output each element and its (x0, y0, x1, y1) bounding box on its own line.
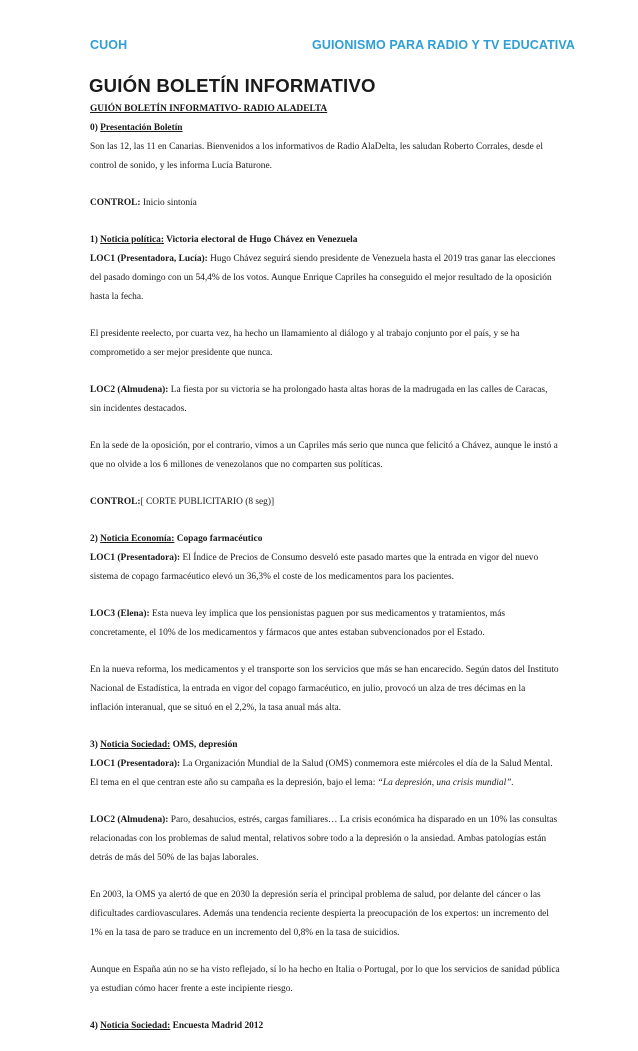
section-1-loc1: LOC1 (Presentadora, Lucía): Hugo Chávez seguirá siendo presidente de Venezuela hasta el 2019 tras ganar las elecciones del pasado domingo con un 54,4% de los votos. Aunque Enrique Capriles ha conseguido el mejor resultado de la oposición hasta la fecha. (90, 254, 556, 302)
section-3-loc2: LOC2 (Almudena): Paro, desahucios, estrés, cargas familiares… La crisis económica ha disparado en un 10% las consultas relacionadas con los problemas de salud mental, relativos sobre todo a la depresión o la ansiedad. Ambas patologías están detrás de más del 50% de las bajas laborales. (90, 815, 558, 863)
document-title: GUIÓN BOLETÍN INFORMATIVO (89, 75, 376, 96)
section-1-paragraph-2: El presidente reelecto, por cuarta vez, ha hecho un llamamiento al diálogo y al trabajo conjunto por el país, y se ha comprometido a ser mejor presidente que nunca. (90, 329, 520, 358)
section-1-loc2: LOC2 (Almudena): La fiesta por su victoria se ha prolongado hasta altas horas de la madrugada en las calles de Caracas, sin incidentes destacados. (90, 385, 548, 414)
control-cue-2: CONTROL:[ CORTE PUBLICITARIO (8 seg)] (90, 497, 275, 507)
section-4-heading: 4) Noticia Sociedad: Encuesta Madrid 2012 (90, 1021, 264, 1031)
section-3-paragraph-3: En 2003, la OMS ya alertó de que en 2030 la depresión sería el principal problema de salud, por delante del cáncer o las dificultades cardiovasculares. Además una tendencia reciente despierta la preocupación de los expertos: un incremento del 1% en la tasa de paro se traduce en un incremento del 0,8% en la tasa de suicidios. (90, 890, 549, 938)
section-2-paragraph-3: En la nueva reforma, los medicamentos y el transporte son los servicios que más se han encarecido. Según datos del Instituto Nacional de Estadística, la entrada en vigor del copago farmacéutico, en julio, provocó un alza de tres décimas en la inflación interanual, que se situó en el 2,2%, la tasa anual más alta. (90, 665, 559, 713)
header-right-course-name: GUIONISMO PARA RADIO Y TV EDUCATIVA (312, 38, 576, 52)
section-3-loc1: LOC1 (Presentadora): La Organización Mundial de la Salud (OMS) conmemora este miércoles el día de la Salud Mental. El tema en el que centran este año su campaña es la depresión, bajo el lema: “La depresión, una crisis mundial”. (90, 759, 553, 788)
control-cue-1: CONTROL: Inicio sintonía (90, 198, 197, 208)
document-subtitle: GUIÓN BOLETÍN INFORMATIVO- RADIO ALADELTA (90, 104, 328, 114)
document-body (90, 100, 560, 1036)
section-3-paragraph-4: Aunque en España aún no se ha visto reflejado, sí lo ha hecho en Italia o Portugal, por lo que los servicios de sanidad pública ya estudian cómo hacer frente a este incipiente riesgo. (90, 965, 560, 994)
section-2-heading: 2) Noticia Economía: Copago farmacéutico (90, 534, 263, 544)
section-2-loc3: LOC3 (Elena): Esta nueva ley implica que los pensionistas paguen por sus medicamentos y tratamientos, más concretamente, el 10% de los medicamentos y fármacos que antes estaban subvencionados por el Estado. (90, 609, 506, 638)
section-0-heading: 0) Presentación Boletín (90, 123, 183, 133)
section-2-loc1: LOC1 (Presentadora): El Índice de Precios de Consumo desveló este pasado martes que la entrada en vigor del nuevo sistema de copago farmacéutico elevó un 36,3% el coste de los medicamentos para los pacientes. (90, 553, 539, 582)
header-left-course-code: CUOH (90, 38, 128, 52)
section-3-heading: 3) Noticia Sociedad: OMS, depresión (90, 740, 238, 750)
section-0-text: Son las 12, las 11 en Canarias. Bienvenidos a los informativos de Radio AlaDelta, les saludan Roberto Corrales, desde el control de sonido, y les informa Lucía Baturone. (90, 142, 543, 171)
section-1-heading: 1) Noticia política: Victoria electoral de Hugo Chávez en Venezuela (90, 235, 358, 245)
section-1-paragraph-4: En la sede de la oposición, por el contrario, vimos a un Capriles más serio que nunca que felicitó a Chávez, aunque le instó a que no olvide a los 6 millones de venezolanos que no comparten sus políticas. (90, 441, 558, 470)
